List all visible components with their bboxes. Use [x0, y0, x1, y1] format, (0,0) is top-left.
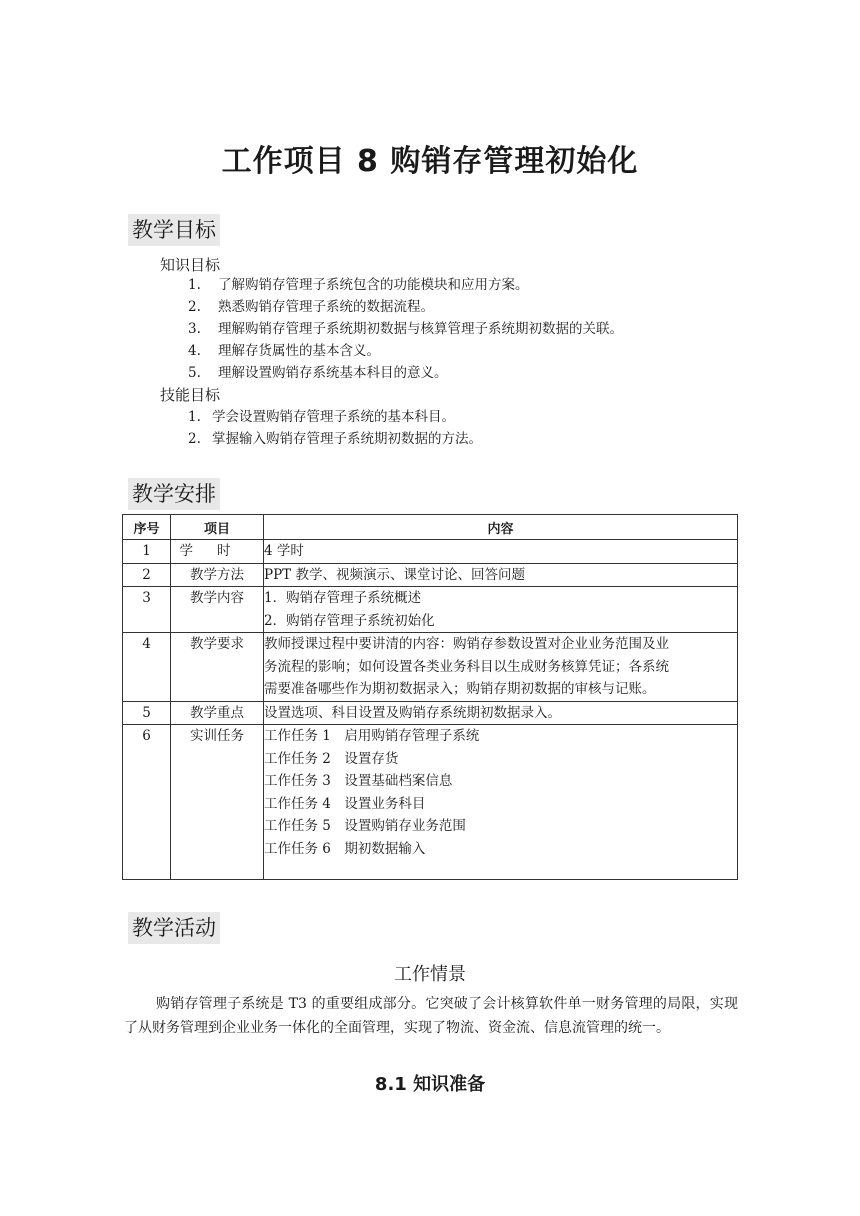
column-header-item: 项目 — [171, 515, 264, 540]
document-title: 工作项目 8 购销存管理初始化 — [221, 144, 639, 179]
scenario-paragraph: 购销存管理子系统是 T3 的重要组成部分。它突破了会计核算软件单一财务管理的局限，实现了从财务管理到企业业务一体化的全面管理，实现了物流、资金流、信息流管理的统一。 — [124, 996, 738, 1036]
list-item: 2. 熟悉购销存管理子系统的数据流程。 — [188, 299, 434, 315]
section-heading-objectives: 教学目标 — [128, 214, 220, 246]
skill-goals-heading: 技能目标 — [160, 386, 221, 404]
skill-goals-list — [188, 406, 482, 450]
list-item: 5. 理解设置购销存系统基本科目的意义。 — [188, 365, 448, 381]
table-row: 3 教学内容 1．购销存管理子系统概述 2．购销存管理子系统初始化 — [123, 587, 738, 633]
column-header-no: 序号 — [123, 515, 171, 540]
knowledge-goals-heading: 知识目标 — [160, 256, 221, 274]
column-header-content: 内容 — [264, 515, 738, 540]
table-row: 6 实训任务 工作任务 1 启用购销存管理子系统 工作任务 2 设置存货 工作任务 3 设置基础档案信息 工作任务 4 设置业务科目 工作任务 5 设置购销存业务范围 工作任务 6 期初数据输入 — [123, 725, 738, 880]
table-row: 4 教学要求 教师授课过程中要讲清的内容：购销存参数设置对企业业务范围及业 务流程的影响；如何设置各类业务科目以生成财务核算凭证；各系统 需要准备哪些作为期初数据录入；购销存期初数据的审核与记账。 — [123, 633, 738, 702]
knowledge-goals-list — [188, 274, 623, 384]
list-item: 1. 了解购销存管理子系统包含的功能模块和应用方案。 — [188, 277, 529, 293]
table-row: 2 教学方法 PPT 教学、视频演示、课堂讨论、回答问题 — [123, 563, 738, 587]
table-row: 5 教学重点 设置选项、科目设置及购销存系统期初数据录入。 — [123, 701, 738, 725]
scenario-heading: 工作情景 — [394, 964, 466, 985]
list-item: 4. 理解存货属性的基本含义。 — [188, 343, 380, 359]
section-heading-arrangement: 教学安排 — [128, 478, 220, 510]
list-item: 3. 理解购销存管理子系统期初数据与核算管理子系统期初数据的关联。 — [188, 321, 623, 337]
list-item: 1. 学会设置购销存管理子系统的基本科目。 — [188, 409, 455, 425]
list-item: 2. 掌握输入购销存管理子系统期初数据的方法。 — [188, 431, 482, 447]
table-header-row — [123, 515, 738, 540]
section-heading-activities: 教学活动 — [128, 912, 220, 944]
teaching-schedule-table — [122, 514, 738, 880]
next-section-heading: 8.1 知识准备 — [374, 1074, 486, 1095]
table-row: 1 学时 4 学时 — [123, 540, 738, 564]
